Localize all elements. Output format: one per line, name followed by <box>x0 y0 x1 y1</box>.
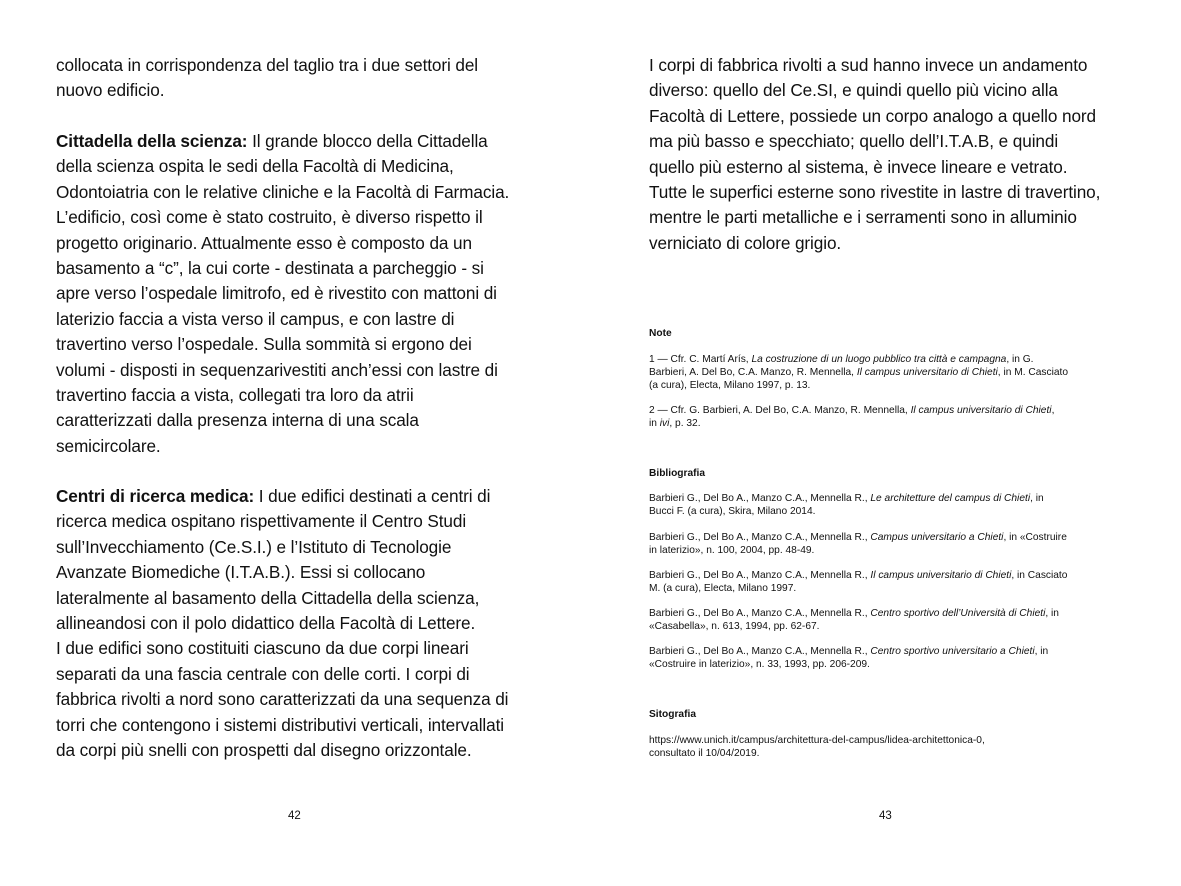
centri-heading: Centri di ricerca medica: <box>56 486 255 506</box>
text-line: I corpi di fabbrica rivolti a sud hanno invece un andamento <box>649 55 1088 75</box>
right-page <box>590 0 1181 886</box>
bibliography-text: Barbieri G., Del Bo A., Manzo C.A., Mennella R., <box>649 532 871 543</box>
intro-paragraph <box>649 53 1139 256</box>
bibliography-text: Barbieri G., Del Bo A., Manzo C.A., Mennella R., <box>649 570 871 581</box>
bibliografia-heading: Bibliografia <box>649 468 706 479</box>
bibliography-item <box>649 531 1129 557</box>
bibliography-text: , in «Costruire <box>1003 532 1067 543</box>
bibliography-text: Barbieri G., Del Bo A., Manzo C.A., Mennella R., <box>649 608 871 619</box>
cittadella-heading: Cittadella della scienza: <box>56 131 248 151</box>
bibliography-text: M. (a cura), Electa, Milano 1997. <box>649 583 797 594</box>
text-line: mentre le parti metalliche e i serramenti sono in alluminio <box>649 207 1077 228</box>
sitografia-item <box>649 734 1129 760</box>
note-text: , p. 32. <box>669 418 701 429</box>
bibliography-title: Il campus universitario di Chieti <box>870 570 1012 581</box>
text-line: apre verso l’ospedale limitrofo, ed è rivestito con mattoni di <box>56 283 497 304</box>
bibliography-text: in laterizio», n. 100, 2004, pp. 48-49. <box>649 545 815 556</box>
note-text: , <box>1051 405 1055 416</box>
text-line: ricerca medica ospitano rispettivamente il Centro Studi <box>56 511 467 532</box>
text-line: sull’Invecchiamento (Ce.S.I.) e l’Istituto di Tecnologie <box>56 536 452 557</box>
bibliography-text: Barbieri G., Del Bo A., Manzo C.A., Mennella R., <box>649 646 871 657</box>
bibliography-text: Barbieri G., Del Bo A., Manzo C.A., Mennella R., <box>649 493 871 504</box>
page-number: 42 <box>288 810 301 822</box>
bibliography-title: Centro sportivo dell’Università di Chieti <box>870 608 1046 619</box>
text-line: torri che contengono i sistemi distributivi verticali, intervallati <box>56 714 504 735</box>
bibliography-text: Bucci F. (a cura), Skira, Milano 2014. <box>649 506 816 517</box>
bibliography-item <box>649 569 1129 595</box>
bibliography-text: «Costruire in laterizio», n. 33, 1993, pp. 206-209. <box>649 659 870 670</box>
note-heading: Note <box>649 328 672 339</box>
text-line: verniciato di colore grigio. <box>649 232 842 253</box>
text-line: volumi - disposti in sequenzarivestiti anch’essi con lastre di <box>56 359 498 380</box>
note-title: ivi <box>659 418 670 429</box>
text-line: I due edifici destinati a centri di <box>254 486 491 506</box>
note-item <box>649 404 1129 430</box>
text-line: quello più esterno al sistema, è invece lineare e vetrato. <box>649 156 1068 177</box>
text-line: della scienza ospita le sedi della Facoltà di Medicina, <box>56 156 454 177</box>
text-line: allineandosi con il polo didattico della Facoltà di Lettere. <box>56 613 476 634</box>
bibliography-item <box>649 607 1129 633</box>
text-line: da corpi più snelli con prospetti dal disegno orizzontale. <box>56 740 472 761</box>
sitografia-url: https://www.unich.it/campus/architettura-del-campus/lidea-architettonica-0, <box>649 735 985 746</box>
bibliography-title: Centro sportivo universitario a Chieti <box>870 646 1035 657</box>
text-line: L’edificio, così come è stato costruito, è diverso rispetto il <box>56 207 483 228</box>
cittadella-paragraph <box>56 129 546 459</box>
note-text: in <box>649 418 660 429</box>
text-line: Tutte le superfici esterne sono rivestite in lastre di travertino, <box>649 182 1101 203</box>
centri-paragraph <box>56 484 546 763</box>
text-line: lateralmente al basamento della Cittadella della scienza, <box>56 587 480 608</box>
text-line: laterizio faccia a vista verso il campus, e con lastre di <box>56 308 455 329</box>
note-title: Il campus universitario di Chieti <box>910 405 1052 416</box>
note-text: Barbieri, A. Del Bo, C.A. Manzo, R. Mennella, <box>649 367 857 378</box>
text-line: travertino faccia a vista, collegati tra loro da atrii <box>56 385 414 406</box>
text-line: Facoltà di Lettere, possiede un corpo analogo a quello nord <box>649 105 1097 126</box>
text-line: ma più basso e specchiato; quello dell’I.T.A.B, e quindi <box>649 131 1059 152</box>
bibliography-item <box>649 492 1129 518</box>
intro-paragraph <box>56 53 546 104</box>
text-line: Il grande blocco della Cittadella <box>247 131 488 151</box>
page-number: 43 <box>879 810 892 822</box>
text-line: nuovo edificio. <box>56 80 165 101</box>
bibliography-text: , in <box>1030 493 1044 504</box>
note-text: , in M. Casciato <box>997 367 1069 378</box>
text-line: progetto originario. Attualmente esso è composto da un <box>56 232 472 253</box>
note-text: 1 — Cfr. C. Martí Arís, <box>649 354 752 365</box>
bibliography-text: «Casabella», n. 613, 1994, pp. 62-67. <box>649 621 820 632</box>
note-text: (a cura), Electa, Milano 1997, p. 13. <box>649 380 811 391</box>
text-line: travertino verso l’ospedale. Sulla sommità si ergono dei <box>56 334 472 355</box>
bibliography-title: Le architetture del campus di Chieti <box>870 493 1031 504</box>
sitografia-text: consultato il 10/04/2019. <box>649 748 760 759</box>
text-line: caratterizzati dalla presenza interna di una scala <box>56 410 419 431</box>
bibliography-text: , in <box>1045 608 1059 619</box>
text-line: fabbrica rivolti a nord sono caratterizzati da una sequenza di <box>56 689 509 710</box>
note-text: , in G. <box>1006 354 1034 365</box>
text-line: I due edifici sono costituiti ciascuno da due corpi lineari <box>56 638 469 659</box>
text-line: diverso: quello del Ce.SI, e quindi quello più vicino alla <box>649 80 1058 101</box>
note-text: 2 — Cfr. G. Barbieri, A. Del Bo, C.A. Manzo, R. Mennella, <box>649 405 911 416</box>
left-page <box>0 0 590 886</box>
text-line: basamento a “c”, la cui corte - destinata a parcheggio - si <box>56 258 484 279</box>
sitografia-heading: Sitografia <box>649 709 696 720</box>
bibliography-item <box>649 645 1129 671</box>
note-title: La costruzione di un luogo pubblico tra città e campagna <box>751 354 1007 365</box>
bibliography-title: Campus universitario a Chieti <box>870 532 1004 543</box>
text-line: separati da una fascia centrale con delle corti. I corpi di <box>56 663 470 684</box>
text-line: Odontoiatria con le relative cliniche e la Facoltà di Farmacia. <box>56 181 510 202</box>
note-item <box>649 353 1129 392</box>
text-line: collocata in corrispondenza del taglio tra i due settori del <box>56 55 479 75</box>
note-title: Il campus universitario di Chieti <box>856 367 998 378</box>
bibliography-text: , in Casciato <box>1011 570 1068 581</box>
text-line: semicircolare. <box>56 435 161 456</box>
bibliography-text: , in <box>1034 646 1049 657</box>
text-line: Avanzate Biomediche (I.T.A.B.). Essi si collocano <box>56 562 426 583</box>
